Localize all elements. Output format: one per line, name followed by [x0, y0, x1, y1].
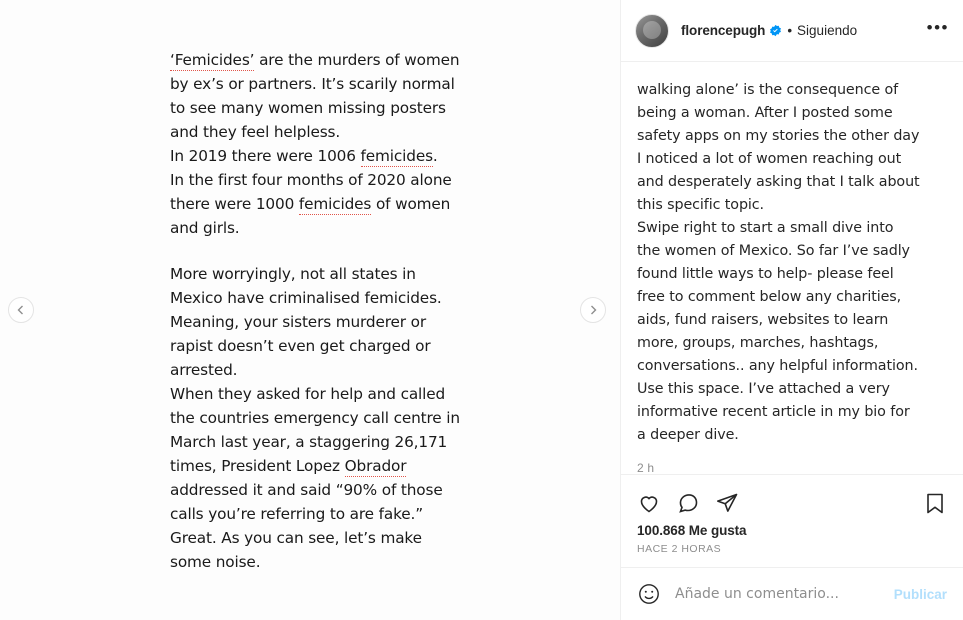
username-link[interactable]: florencepugh [681, 23, 766, 38]
publish-comment-button[interactable]: Publicar [893, 586, 947, 602]
comment-input[interactable] [673, 585, 886, 603]
caption-line: conversations.. any helpful information. [637, 358, 918, 374]
carousel-next-button[interactable] [580, 297, 606, 323]
chevron-left-icon [15, 304, 27, 316]
slide-line: addressed it and said “90% of those [170, 481, 443, 499]
follow-state-button[interactable]: Siguiendo [797, 23, 858, 38]
slide-line: arrested. [170, 361, 238, 379]
slide-line: there were 1000 femicides of women [170, 195, 451, 213]
header-separator: • [787, 23, 793, 38]
caption-line: being a woman. After I posted some [637, 105, 893, 121]
slide-line: some noise. [170, 553, 261, 571]
post-actions [621, 474, 963, 567]
comment-icon[interactable] [676, 491, 700, 515]
slide-line: Mexico have criminalised femicides. [170, 289, 442, 307]
caption-line: this specific topic. [637, 197, 765, 213]
paragraph-gap [170, 240, 480, 262]
action-icon-row [637, 483, 947, 523]
post-header [621, 0, 963, 62]
caption-line: informative recent article in my bio for [637, 404, 910, 420]
bookmark-icon[interactable] [923, 491, 947, 515]
caption-line: Swipe right to start a small dive into [637, 220, 894, 236]
post-caption [637, 62, 947, 447]
slide-line: Great. As you can see, let’s make [170, 529, 422, 547]
comment-composer [621, 567, 963, 620]
slide-line: by ex’s or partners. It’s scarily normal [170, 75, 455, 93]
verified-badge-icon [769, 24, 782, 37]
caption-line: I noticed a lot of women reaching out [637, 151, 902, 167]
slide-line: In the first four months of 2020 alone [170, 171, 452, 189]
slide-text-content [170, 48, 480, 574]
post-sidebar [620, 0, 963, 620]
post-timestamp: HACE 2 HORAS [637, 543, 722, 555]
post-header-main [681, 17, 951, 39]
caption-timestamp: 2 h [637, 461, 655, 474]
caption-clipped-line [637, 68, 947, 79]
comments-scroll-area[interactable] [621, 62, 963, 474]
slide-line: calls you’re referring to are fake.” [170, 505, 423, 523]
carousel-prev-button[interactable] [8, 297, 34, 323]
heart-icon[interactable] [637, 491, 661, 515]
caption-line: a deeper dive. [637, 427, 739, 443]
caption-line: Use this space. I’ve attached a very [637, 381, 890, 397]
caption-line: free to comment below any charities, [637, 289, 902, 305]
likes-count[interactable]: 100.868 Me gusta [637, 523, 747, 538]
slide-line: When they asked for help and called [170, 385, 446, 403]
more-options-button[interactable]: ••• [926, 17, 949, 37]
slide-line: the countries emergency call centre in [170, 409, 460, 427]
caption-line: more, groups, marches, hashtags, [637, 335, 879, 351]
caption-line: aids, fund raisers, websites to learn [637, 312, 889, 328]
caption-line: and desperately asking that I talk about [637, 174, 920, 190]
caption-line: safety apps on my stories the other day [637, 128, 920, 144]
slide-line: More worryingly, not all states in [170, 265, 416, 283]
chevron-right-icon [587, 304, 599, 316]
slide-line: times, President Lopez Obrador [170, 457, 407, 475]
slide-line: Meaning, your sisters murderer or [170, 313, 426, 331]
emoji-smiley-icon[interactable] [637, 582, 661, 606]
avatar[interactable] [635, 14, 669, 48]
slide-line: and they feel helpless. [170, 123, 341, 141]
caption-line: found little ways to help- please feel [637, 266, 894, 282]
slide-line: rapist doesn’t even get charged or [170, 337, 431, 355]
caption-line: walking alone’ is the consequence of [637, 82, 899, 98]
slide-line: to see many women missing posters [170, 99, 446, 117]
slide-line: ‘Femicides’ are the murders of women [170, 51, 460, 69]
slide-line: and girls. [170, 219, 240, 237]
share-icon[interactable] [715, 491, 739, 515]
slide-line: March last year, a staggering 26,171 [170, 433, 448, 451]
slide-line: In 2019 there were 1006 femicides. [170, 147, 438, 165]
caption-line: the women of Mexico. So far I’ve sadly [637, 243, 910, 259]
